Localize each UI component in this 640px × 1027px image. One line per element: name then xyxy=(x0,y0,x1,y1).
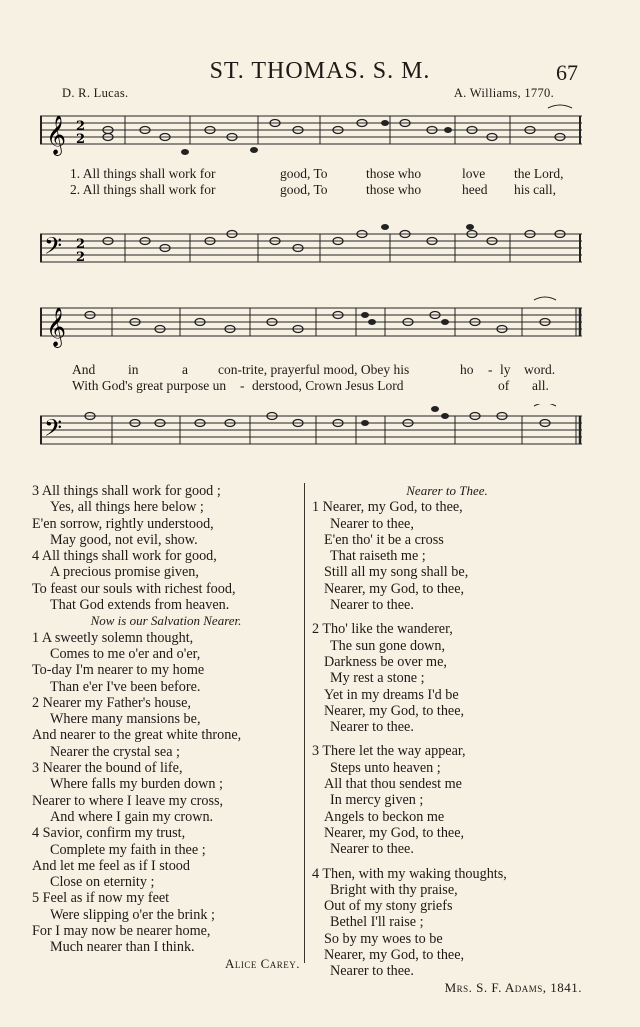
verse-line: 3 All things shall work for good ; xyxy=(32,483,221,499)
verse-line: E'en tho' it be a cross xyxy=(324,531,444,548)
svg-text:𝄢: 𝄢 xyxy=(44,414,63,447)
verse-line: To-day I'm nearer to my home xyxy=(32,662,205,679)
verse-line: May good, not evil, show. xyxy=(50,531,198,548)
lyric-syllable: heed xyxy=(462,182,488,197)
hymn-title: ST. THOMAS. S. M. xyxy=(209,58,431,84)
verse-line: 3 There let the way appear, xyxy=(312,743,466,760)
svg-text:2: 2 xyxy=(76,237,86,252)
verse-line: To feast our souls with richest food, xyxy=(32,580,236,597)
verse-line: So by my woes to be xyxy=(324,930,443,947)
svg-text:2: 2 xyxy=(76,250,86,265)
lyric-syllable: And xyxy=(72,362,96,377)
verse-line: Than e'er I've been before. xyxy=(50,678,201,695)
svg-text:2: 2 xyxy=(76,132,86,147)
lyric-line2-verse1 xyxy=(40,362,582,378)
verse-line: Nearer, my God, to thee, xyxy=(324,702,465,719)
verse-line: And nearer to the great white throne, xyxy=(32,727,242,744)
author-signature: Alice Carey. xyxy=(224,955,300,971)
music-system-2 xyxy=(40,296,582,362)
verse-line: Nearer to thee. xyxy=(330,841,414,858)
stanza-gap xyxy=(312,858,582,866)
treble-staff-2-notation xyxy=(40,296,582,358)
lyric-syllable: 1. All things shall work for xyxy=(70,166,216,181)
lyric-syllable: With God's great purpose un xyxy=(72,378,227,393)
verse-line: That raiseth me ; xyxy=(330,548,426,565)
lyric-syllable: those who xyxy=(366,166,422,181)
music-system-2-bass xyxy=(40,404,582,470)
verse-line: Nearer the crystal sea ; xyxy=(50,743,180,760)
verse-line: Nearer to thee, xyxy=(330,515,414,532)
verse-line: 4 All things shall work for good, xyxy=(32,548,217,565)
lyric-syllable: a xyxy=(182,362,188,377)
verse-line: 1 A sweetly solemn thought, xyxy=(32,629,194,646)
lyric-syllable: the Lord, xyxy=(514,166,564,181)
composer-credit: A. Williams, 1770. xyxy=(453,86,554,100)
treble-staff-1 xyxy=(40,104,582,154)
verse-line: A precious promise given, xyxy=(50,564,199,581)
left-verse-column xyxy=(32,483,300,972)
verse-line: E'en sorrow, rightly understood, xyxy=(32,515,214,532)
verse-line: Nearer, my God, to thee, xyxy=(324,947,465,964)
lyric-syllable: good, To xyxy=(280,182,328,197)
column-divider xyxy=(304,483,305,963)
svg-text:2: 2 xyxy=(76,119,86,134)
verse-line: My rest a stone ; xyxy=(330,670,425,687)
lyric-line1-verse1 xyxy=(40,166,582,182)
lyric-syllable: in xyxy=(128,362,139,377)
verse-line: The sun gone down, xyxy=(330,637,446,654)
author-signature: Mrs. S. F. Adams, 1841. xyxy=(444,979,582,995)
verse-line: Yet in my dreams I'd be xyxy=(324,686,459,703)
lyric-syllable: word. xyxy=(524,362,556,377)
verse-line: And where I gain my crown. xyxy=(50,808,214,825)
lyric-syllable: ho xyxy=(460,362,474,377)
music-system-1-bass xyxy=(40,222,582,288)
verse-line: Much nearer than I think. xyxy=(50,939,195,956)
hymn-heading: Now is our Salvation Nearer. xyxy=(90,613,242,629)
music-system-1 xyxy=(40,104,582,154)
lyric-syllable: love xyxy=(462,166,486,181)
bass-staff-2-notation xyxy=(40,404,582,466)
lyric-syllable: those who xyxy=(366,182,422,197)
lyric-syllable: good, To xyxy=(280,166,328,181)
treble-staff-1-notation xyxy=(40,104,582,166)
verse-line: 3 Nearer the bound of life, xyxy=(32,760,183,777)
verse-line: Complete my faith in thee ; xyxy=(50,841,206,858)
verse-line: 4 Savior, confirm my trust, xyxy=(32,825,186,842)
verse-line: That God extends from heaven. xyxy=(50,597,230,614)
author-credit: D. R. Lucas. xyxy=(62,86,129,100)
verse-line: Nearer to thee. xyxy=(330,597,414,614)
verse-line: Were slipping o'er the brink ; xyxy=(50,906,215,923)
verse-line: Close on eternity ; xyxy=(50,874,155,891)
verse-line: Comes to me o'er and o'er, xyxy=(50,645,201,662)
svg-text:𝄞: 𝄞 xyxy=(46,307,67,347)
bass-staff-1-notation xyxy=(40,222,582,284)
svg-text:𝄞: 𝄞 xyxy=(46,115,67,155)
verse-line: And let me feel as if I stood xyxy=(32,857,190,874)
verse-line: Nearer to where I leave my cross, xyxy=(32,792,224,809)
verse-line: Angels to beckon me xyxy=(324,808,445,825)
stanza-gap xyxy=(312,735,582,743)
verse-line: Nearer, my God, to thee, xyxy=(324,580,465,597)
verse-line: Nearer to thee. xyxy=(330,719,414,736)
lyric-line1-verse2 xyxy=(40,182,582,198)
lyric-syllable: derstood, Crown Jesus Lord xyxy=(252,378,404,393)
lyric-syllable: of xyxy=(498,378,510,393)
lyric-syllable: con-trite, prayerful mood, Obey his xyxy=(218,362,410,377)
verse-line: 2 Tho' like the wanderer, xyxy=(312,621,453,638)
verse-line: Out of my stony griefs xyxy=(324,898,453,915)
verse-line: Yes, all things here below ; xyxy=(50,499,204,516)
verse-line: Still all my song shall be, xyxy=(324,564,469,581)
verse-line: Where falls my burden down ; xyxy=(50,776,223,793)
page-number: 67 xyxy=(556,60,578,85)
lyric-syllable: - xyxy=(240,378,245,393)
verse-line: Steps unto heaven ; xyxy=(330,759,441,776)
verse-line: Darkness be over me, xyxy=(324,653,447,670)
verse-line: Where many mansions be, xyxy=(50,711,201,728)
verse-line: 1 Nearer, my God, to thee, xyxy=(312,499,463,516)
verse-line: 2 Nearer my Father's house, xyxy=(32,694,191,711)
lyric-syllable: his call, xyxy=(514,182,556,197)
verse-line: Nearer, my God, to thee, xyxy=(324,824,465,841)
stanza-gap xyxy=(312,613,582,621)
verse-line: Nearer to thee. xyxy=(330,963,414,980)
verse-line: Bethel I'll raise ; xyxy=(330,914,424,931)
svg-text:𝄢: 𝄢 xyxy=(44,232,63,265)
lyric-line2-verse2 xyxy=(40,378,582,394)
verse-line: In mercy given ; xyxy=(330,792,424,809)
verse-line: Bright with thy praise, xyxy=(330,881,458,898)
verse-line: 4 Then, with my waking thoughts, xyxy=(312,865,507,882)
verse-line: For I may now be nearer home, xyxy=(32,923,211,940)
lyric-syllable: 2. All things shall work for xyxy=(70,182,216,197)
right-verse-column xyxy=(312,483,582,996)
verse-line: All that thou sendest me xyxy=(324,776,462,793)
title-row xyxy=(0,58,640,88)
lyric-syllable: all. xyxy=(532,378,549,393)
lyric-syllable: - xyxy=(488,362,493,377)
lyric-syllable: ly xyxy=(500,362,511,377)
hymn-heading: Nearer to Thee. xyxy=(406,483,488,498)
verse-line: 5 Feel as if now my feet xyxy=(32,890,170,907)
